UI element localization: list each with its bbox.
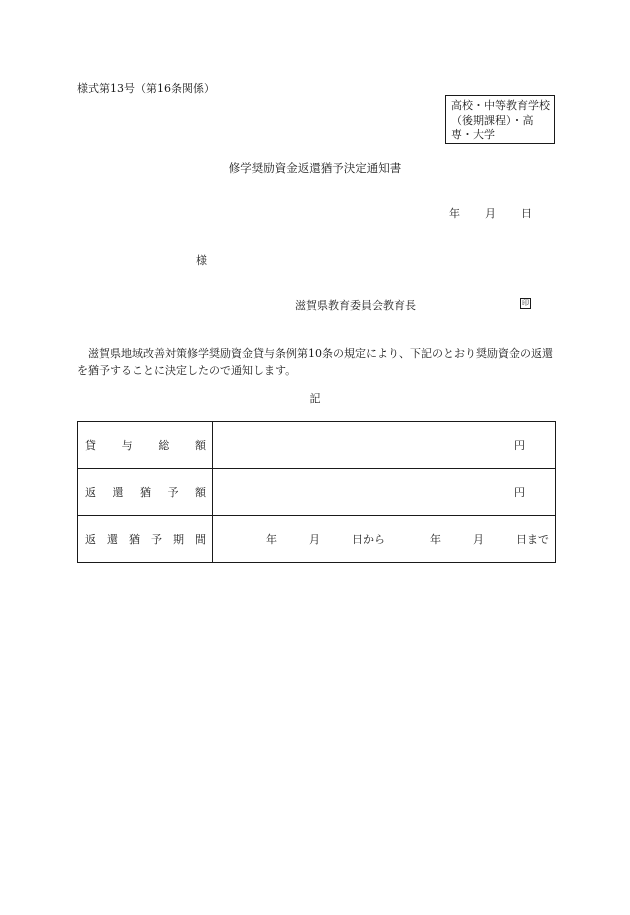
label-deferral-period bbox=[78, 516, 213, 563]
issuer-name: 滋賀県教育委員会教育長 bbox=[295, 299, 416, 312]
to-month: 月 bbox=[473, 532, 484, 546]
ki-heading: 記 bbox=[309, 392, 321, 405]
label-char: 予 bbox=[167, 485, 179, 499]
yen-unit: 円 bbox=[514, 485, 525, 499]
label-char: 予 bbox=[151, 532, 162, 546]
label-char: 猶 bbox=[129, 532, 140, 546]
document-title: 修学奨励資金返還猶予決定通知書 bbox=[228, 161, 402, 175]
to-day: 日まで bbox=[516, 532, 549, 546]
to-year: 年 bbox=[430, 532, 441, 546]
label-char: 与 bbox=[121, 438, 133, 452]
label-deferred-amount bbox=[78, 469, 213, 516]
deferral-period-cell bbox=[213, 516, 556, 563]
addressee-suffix: 様 bbox=[196, 254, 207, 267]
label-char: 返 bbox=[85, 485, 96, 499]
label-char: 額 bbox=[194, 438, 206, 452]
date-line bbox=[449, 208, 532, 219]
seal-mark: 印 bbox=[522, 299, 529, 307]
label-char: 還 bbox=[107, 532, 118, 546]
from-day: 日から bbox=[352, 532, 385, 546]
date-year: 年 bbox=[449, 207, 460, 220]
label-char: 期 bbox=[173, 532, 184, 546]
label-char: 貸 bbox=[85, 438, 96, 452]
notice-body-text: 滋賀県地域改善対策修学奨励資金貸与条例第10条の規定により、下記のとおり奨励資金の返還を猶予することに決定したので通知します。 bbox=[77, 347, 553, 377]
detail-table bbox=[77, 421, 556, 563]
table-row-total-loan bbox=[78, 422, 556, 469]
school-category-box: 高校・中等教育学校（後期課程）・高専・大学 bbox=[445, 95, 555, 144]
table-row-deferral-period bbox=[78, 516, 556, 563]
date-day: 日 bbox=[521, 207, 532, 220]
label-char: 返 bbox=[85, 532, 96, 546]
from-year: 年 bbox=[266, 532, 277, 546]
label-char: 額 bbox=[195, 485, 206, 499]
table-row-deferred-amount bbox=[78, 469, 556, 516]
label-total-loan bbox=[78, 422, 213, 469]
label-char: 還 bbox=[112, 485, 124, 499]
form-number: 様式第13号（第16条関係） bbox=[77, 82, 215, 95]
yen-unit: 円 bbox=[514, 438, 525, 452]
label-char: 総 bbox=[158, 438, 170, 452]
total-loan-amount-cell bbox=[213, 422, 556, 469]
deferred-amount-cell bbox=[213, 469, 556, 516]
label-char: 間 bbox=[195, 532, 206, 546]
label-char: 猶 bbox=[140, 485, 151, 499]
from-month: 月 bbox=[309, 532, 320, 546]
date-month: 月 bbox=[485, 207, 496, 220]
